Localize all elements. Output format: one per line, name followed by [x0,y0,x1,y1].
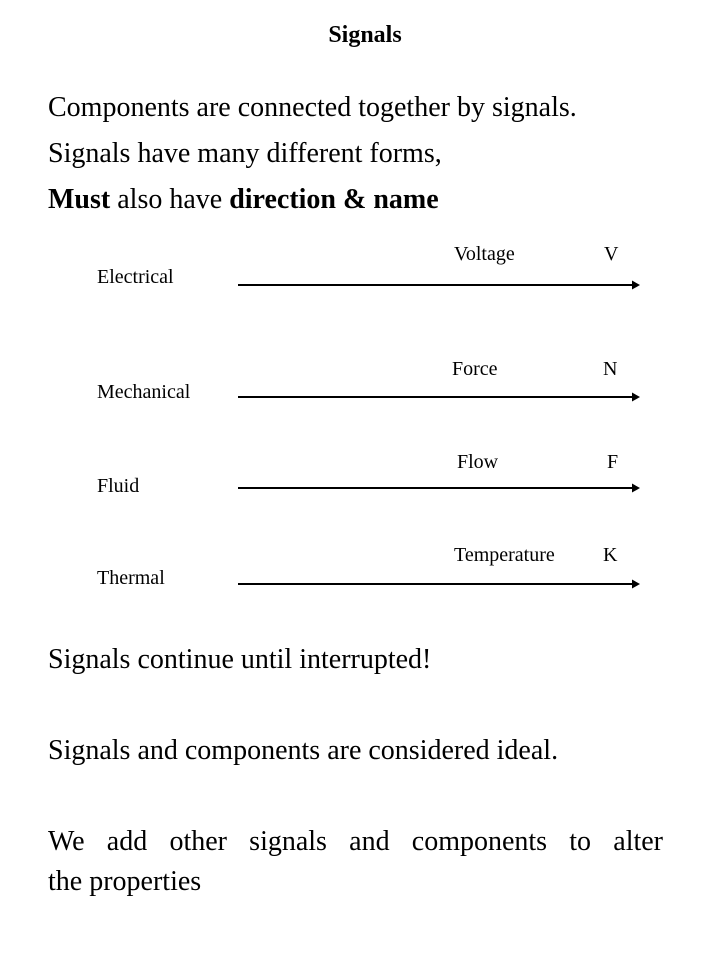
signal-unit-v: V [604,243,619,265]
signal-arrow-electrical [238,279,640,291]
signal-arrow-mechanical [238,391,640,403]
signal-category-thermal: Thermal [97,567,165,589]
signal-quantity-temperature: Temperature [454,544,555,566]
signal-quantity-voltage: Voltage [454,243,515,265]
intro-line-3 [48,184,439,216]
emphasis-direction-name: direction & name [229,184,439,215]
signal-arrow-fluid [238,482,640,494]
signal-unit-f: F [607,451,619,473]
signal-category-mechanical: Mechanical [97,381,191,403]
signal-quantity-force: Force [452,358,498,380]
signal-unit-k: K [603,544,618,566]
note-alter-line-2: the properties [48,866,202,897]
signal-category-fluid: Fluid [97,475,140,497]
note-continue: Signals continue until interrupted! [48,644,432,675]
emphasis-must: Must [48,184,111,215]
signal-unit-n: N [603,358,618,380]
intro-connector: also have [110,184,230,215]
intro-line-1: Components are connected together by signals. [48,92,577,123]
intro-line-2: Signals have many different forms, [48,138,442,169]
note-alter-line-1: We add other signals and components to alter [48,826,663,857]
note-ideal: Signals and components are considered ideal. [48,735,559,766]
signal-arrow-thermal [238,578,640,590]
signal-quantity-flow: Flow [457,451,499,473]
signal-category-electrical: Electrical [97,266,174,288]
page-title: Signals [328,22,402,48]
